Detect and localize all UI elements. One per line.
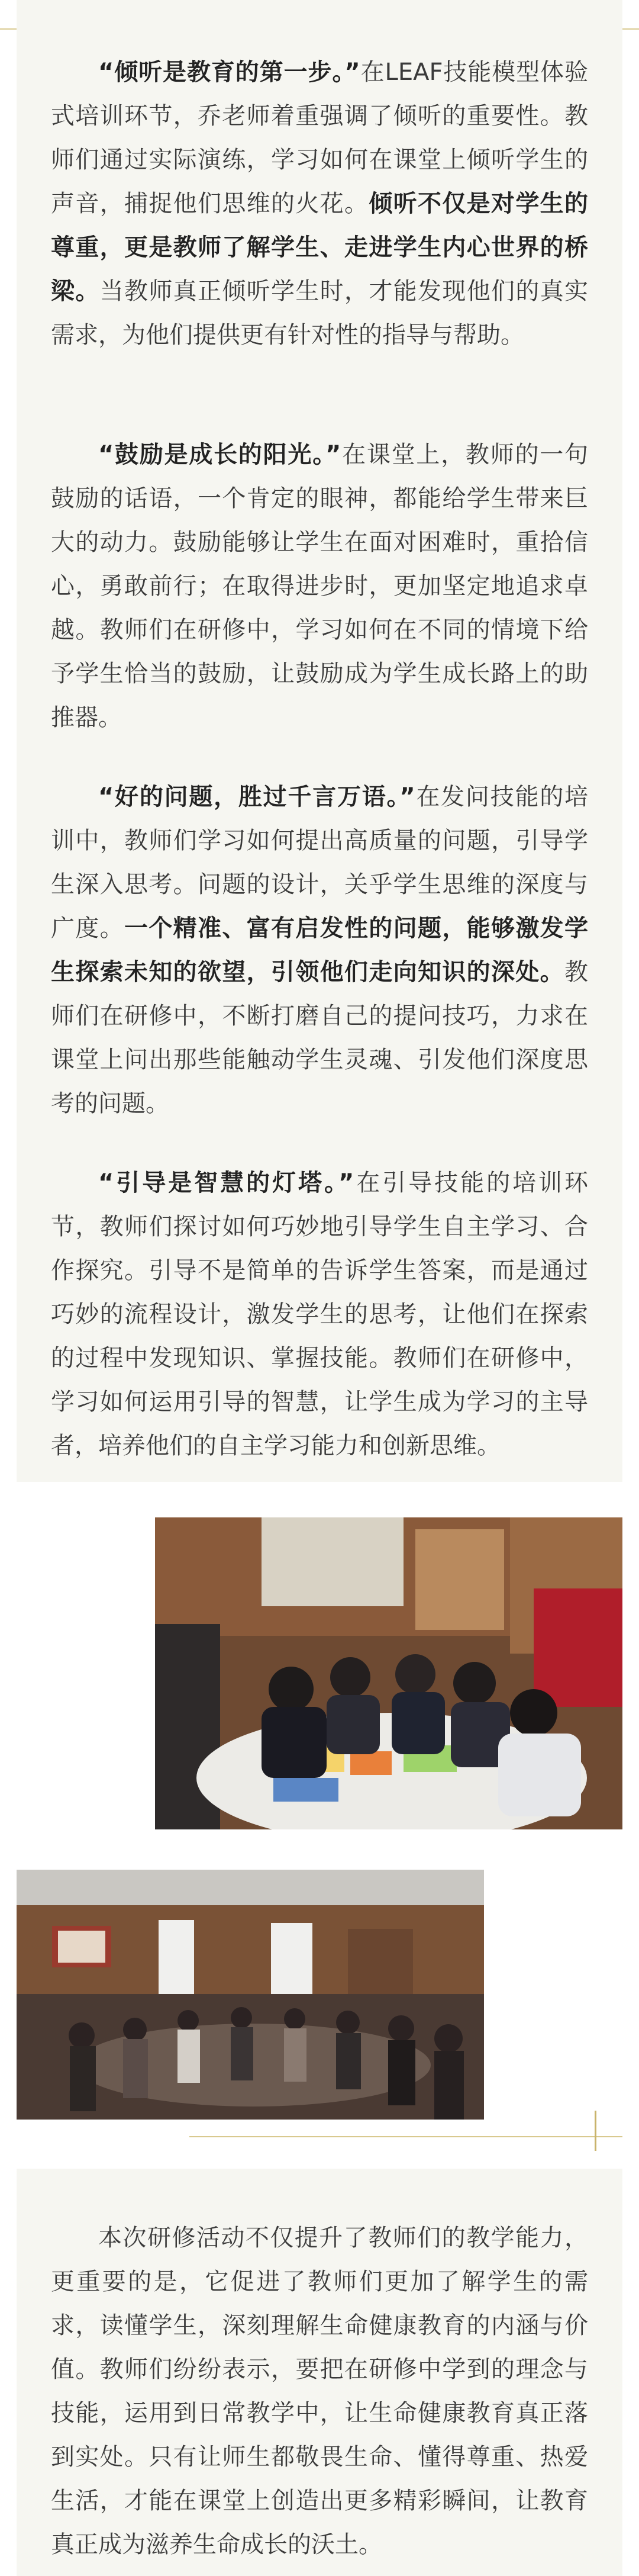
content-card-bottom	[17, 2169, 622, 2576]
paragraph-text: 在引导技能的培训环节，教师们探讨如何巧妙地引导学生自主学习、合作探究。引导不是简单的告诉学生答案，而是通过巧妙的流程设计，激发学生的思考，让他们在探索的过程中发现知识、掌握技能。教师们在研修中，学习如何运用引导的智慧，让学生成为学习的主导者，培养他们的自主学习能力和创新思维。	[51, 1169, 589, 1459]
photo-teachers-group-discussion	[155, 1517, 622, 1829]
bottom-decor-line	[189, 2136, 622, 2137]
paragraph-questioning	[51, 775, 588, 1125]
paragraph-listening	[51, 50, 588, 357]
paragraph-text: 在发问技能的培训中，教师们学习如何提出高质量的问题，引导学生深入思考。问题的设计，关乎学生思维的深度与广度。	[51, 783, 589, 942]
paragraph-lead: “倾听是教育的第一步。”	[98, 59, 360, 86]
paragraph-lead: “好的问题，胜过千言万语。”	[98, 783, 415, 811]
paragraph-encouragement	[51, 433, 588, 739]
paragraph-text: 当教师真正倾听学生时，才能发现他们的真实需求，为他们提供更有针对性的指导与帮助。	[51, 278, 589, 349]
paragraph-bold: 一个精准、富有启发性的问题，能够激发学生探索未知的欲望，引领他们走向知识的深处。	[51, 915, 588, 986]
paragraph-text: 在LEAF技能模型体验式培训环节，乔老师着重强调了倾听的重要性。教师们通过实际演练，学习如何在课堂上倾听学生的声音，捕捉他们思维的火花。	[51, 59, 588, 217]
paragraph-lead: “鼓励是成长的阳光。”	[98, 441, 341, 468]
paragraph-text: 教师们在研修中，不断打磨自己的提问技巧，力求在课堂上问出那些能触动学生灵魂、引发他们深度思考的问题。	[51, 959, 588, 1117]
paragraph-guidance	[51, 1161, 588, 1468]
paragraph-lead: “引导是智慧的灯塔。”	[98, 1169, 354, 1197]
photo-teachers-circle-activity	[17, 1870, 484, 2120]
paragraph-text: 在课堂上，教师的一句鼓励的话语，一个肯定的眼神，都能给学生带来巨大的动力。鼓励能够让学生在面对困难时，重拾信心，勇敢前行；在取得进步时，更加坚定地追求卓越。教师们在研修中，学习如何在不同的情境下给予学生恰当的鼓励，让鼓励成为学生成长路上的助推器。	[51, 441, 589, 731]
content-card-top	[17, 0, 622, 1482]
paragraph-bold: 倾听不仅是对学生的尊重，更是教师了解学生、走进学生内心世界的桥梁。	[51, 190, 589, 305]
paragraph-summary	[51, 2216, 588, 2567]
paragraph-text: 本次研修活动不仅提升了教师们的教学能力，更重要的是，它促进了教师们更加了解学生的需求，读懂学生，深刻理解生命健康教育的内涵与价值。教师们纷纷表示，要把在研修中学到的理念与技能，运用到日常教学中，让生命健康教育真正落到实处。只有让师生都敬畏生命、懂得尊重、热爱生活，才能在课堂上创造出更多精彩瞬间，让教育真正成为滋养生命成长的沃土。	[51, 2224, 588, 2558]
bottom-decor-tick	[595, 2111, 596, 2151]
